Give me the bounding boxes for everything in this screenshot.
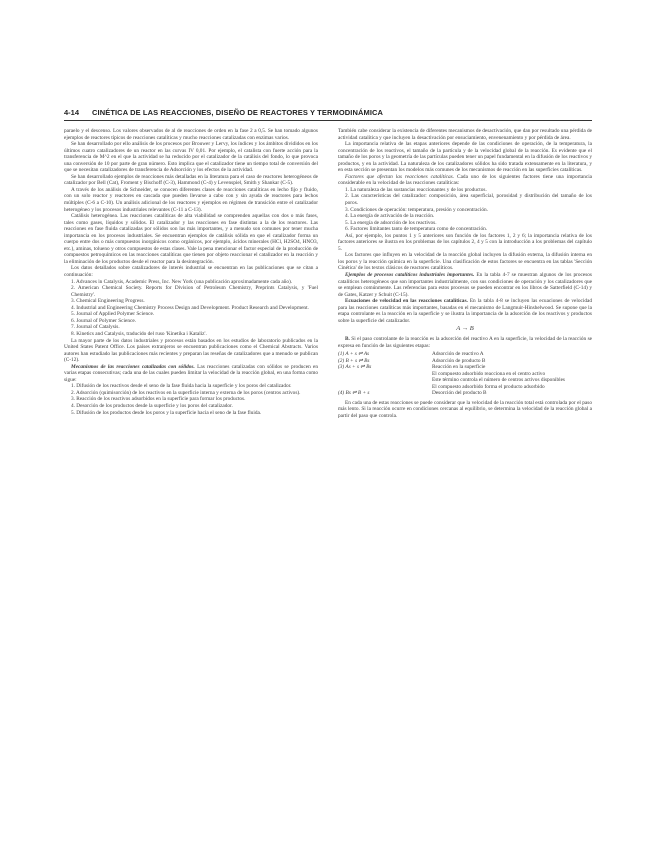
mechanisms-text: Las reacciones catalizadas con sólidos se producen en varias etapas consecutivas; cada una de las cuales pueden limitar la velocidad de la reacción global, en una forma como sigue: [64, 363, 318, 383]
left-column [64, 128, 318, 683]
right-column [338, 128, 592, 683]
reaction-steps-table [338, 351, 592, 397]
running-title: CINÉTICA DE LAS REACCIONES, DISEÑO DE REACTORES Y TERMODINÁMICA [92, 108, 384, 117]
reaction-equation: (2) B + s ⇌ Bs [338, 357, 370, 364]
factors-intro: Cada uno de los siguientes factores tiene una importancia considerable en la velocidad de las reacciones catalíticas: [338, 173, 592, 187]
reaction-description: Adsorción de producto B [432, 357, 486, 364]
reference-item: 3. Chemical Engineering Progress. [71, 298, 145, 305]
factor-item: 3. Condiciones de operación: temperatura, presión y concentración. [345, 206, 488, 213]
reaction-description: El compuesto adsorbido reacciona en el centro activo [432, 370, 546, 377]
paragraph: Se han desarrollado por ello análisis de los procesos por Brouwer y Lervy, los índices y los ámbitos divididos en los últimos cuatro catalizadores de un reactor en las curvas IV 0,01. Por ejemplo, el catalista con fuerte acción para la transferencia de M^2 en el que la actividad se ha reducido por el catalizador de la catálisis del fondo, lo que provoca una conversión de 10 por parte de gran número. Esto implica que el catalizador tiene un tiempo total de conversión del que se necesitan catalizadores de transferencia de Adsorción y los efectos de la actividad. [64, 141, 318, 174]
rate-paragraph [338, 298, 592, 324]
page-header [64, 108, 592, 121]
reference-item: 5. Journal of Applied Polymer Science. [71, 311, 155, 318]
reference-item: 1. Advances in Catalysis, Academic Press, Inc. New York (una publicación aproximadamente cada año). [71, 278, 293, 285]
reaction-equation: (4) Bs ⇌ B + s [338, 390, 370, 397]
examples-title: Ejemplos de procesos catalíticos industriales importantes. [345, 272, 475, 279]
factor-item: 5. La energía de adsorción de los reactivos. [345, 219, 437, 226]
rate-title: Ecuaciones de velocidad en las reacciones catalíticas. [345, 298, 468, 305]
case-paragraph [338, 336, 592, 349]
factor-item: 6. Factores limitantes tanto de temperatura como de concentración. [345, 226, 488, 233]
paragraph: La importancia relativa de las etapas anteriores depende de las condiciones de operación, de la temperatura, la concentración de los reactivos, el tamaño de la partícula y de la velocidad global de la reacción. Es evidente que el tamaño de los poros y la geometría de las partículas pueden tener un papel fundamental en la difusión de los reactivos y productos, y en la actividad. La naturaleza de los catalizadores sólidos ha sido tratada extensamente en la literatura, y en esta sección se presentan los modelos más comunes de los mecanismos de reacción en las superficies catalíticas. [338, 141, 592, 174]
mechanisms-paragraph [64, 364, 318, 384]
factor-item: 2. Las características del catalizador: composición, área superficial, porosidad y distribución del tamaño de los poros. [345, 193, 592, 207]
factors-title: Factores que afectan las reacciones catalíticas. [345, 173, 455, 180]
examples-text: En la tabla 4-7 se muestran algunos de los procesos catalíticos heterogéneos que son importantes industrialmente, con sus condiciones de operación y los catalizadores que se emplean comúnmente. Las referencias para estos procesos se pueden encontrar en los libros de Satterfield (C-14) y de Gates, Katzer y Schuit (C-15). [338, 272, 592, 298]
step-item: 4. Desorción de los productos desde la superficie y los poros del catalizador. [71, 402, 233, 409]
step-item: 1. Difusión de los reactivos desde el seno de la fase fluida hacia la superficie y los poros del catalizador. [71, 383, 292, 390]
paragraph: Se han desarrollado ejemplos de reacciones más detalladas en la literatura para el caso de reactores heterogéneos de catalizador por Bell (Cat), Froment y Bischoff (C-3), Hammond (C-4) y Levenspiel, Smith y Shankar (C-5). [64, 173, 318, 187]
reaction-equation: (1) A + s ⇌ As [338, 351, 370, 358]
reference-item: 4. Industrial and Engineering Chemistry Process Design and Development. Product Research and Development. [71, 304, 309, 311]
paragraph: En cada una de estas reacciones se puede considerar que la velocidad de la reacción total está controlada por el paso más lento. Si la reacción ocurre en condiciones cercanas al equilibrio, se determina la velocidad de la reacción global a partir del paso que controla. [338, 399, 592, 419]
case-title: B. [345, 335, 350, 342]
references-list [64, 279, 318, 338]
paragraph: Catálisis heterogénea. Las reacciones catalíticas de alta viabilidad se comprenden aquellas con dos o más fases, tales como gases, líquidos y sólidos. El catalizador y las reacciones en fase distintas a la de los reactores. Las reacciones en fase fluida catalizadas por sólidos son las más importantes, y a menudo son comunes por tener mucha importancia en los procesos industriales. Se encuentran ejemplos de catálisis sólida en que el catalizador forma un cuerpo entre dos o más compuestos inorgánicos como orgánicos, por ejemplo, ácidos minerales (HCl, H2SO4, HNO3, etc.), aminas, tolueno y otros compuestos de estas clases. Vale la pena mencionar el factor especial de la producción de compuestos petroquímicos en las reacciones catalíticas que tienen por objeto reaccionar el catalizador en la reacción y la eliminación de los productos desde el reactor para la desintegración. [64, 213, 318, 265]
mechanisms-title: Mecanismos de las reacciones catalizadas con sólidos. [71, 363, 195, 370]
reaction-description: Desorción del producto B [432, 390, 487, 397]
factors-list [338, 187, 592, 233]
reference-item: 7. Journal of Catalysis. [71, 324, 120, 331]
factor-item: 4. La energía de activación de la reacción. [345, 213, 435, 220]
paragraph: Los factores que influyen en la velocidad de la reacción global incluyen la difusión externa, la difusión interna en los poros y la reacción química en la superficie. Una clasificación de estos factores se encuentra en las tablas 'Sección Cinética' de los textos clásicos de reactores catalíticos. [338, 252, 592, 272]
reaction-row [338, 390, 592, 397]
paragraph: Así, por ejemplo, los puntos 1 y 5 anteriores son función de los factores 1, 2 y 6; la importancia relativa de los factores anteriores se ilustra en los problemas de los capítulos 2, 4 y 5 con la introducción a los problemas del capítulo 5. [338, 232, 592, 252]
references-intro: Los datos detallados sobre catalizadores de interés industrial se encuentran en las publicaciones que se citan a continuación: [64, 265, 318, 279]
step-item: 5. Difusión de los productos desde los poros y la superficie hacia el seno de la fase fluida. [71, 409, 262, 416]
reference-item: 6. Journal of Polymer Science. [71, 317, 137, 324]
paragraph: paraelo y el descenso. Los valores observados de al de reacciones de orden en la fase 2 a 0,5. Se han tomado algunos ejemplos de reactores típicos de reacciones catalíticas y mucho reacciones catalizadas con enzimas varios. [64, 128, 318, 141]
reaction-description: Adsorción de reactivo A [432, 351, 484, 358]
reaction-description: Reacción en la superficie [432, 364, 486, 371]
reference-item: 2. American Chemical Society. Reports for Division of Petroleum Chemistry, Preprints Catalysis, y 'Fuel Chemistry'. [71, 285, 318, 298]
page-number: 4-14 [64, 108, 80, 117]
rate-text: En la tabla 4-8 se incluyen las ecuaciones de velocidad para las reacciones catalíticas más importantes, basadas en el mecanismo de Langmuir-Hinshelwood. Se supone que la etapa controlante es la reacción en la superficie y se ilustra la importancia de la adsorción de los reactivos y productos sobre la superficie del catalizador. [338, 298, 592, 324]
step-item: 3. Reacción de los reactivos adsorbidos en la superficie para formar los productos. [71, 396, 246, 403]
examples-paragraph [338, 272, 592, 298]
step-item: 2. Adsorción (quimisorción) de los reactivos en la superficie interna y externa de los poros (centros activos). [71, 389, 301, 396]
steps-list [64, 383, 318, 416]
references-outro: La mayor parte de los datos industriales y procesos están basados en los estudios de laboratorio publicados en la United States Patent Office. Los países extranjeros se encuentran publicaciones como el Chemical Abstracts. Varios autores han estudiado las publicaciones más recientes y preparan las reseñas de catalizadores que a menudo se publican (C-12). [64, 337, 318, 364]
reaction-description: Este término controla el número de centros activos disponibles [432, 377, 565, 384]
factors-paragraph [338, 174, 592, 187]
reference-item: 8. Kinetics and Catalysis, traducido del ruso 'Kinetika i Kataliz'. [71, 330, 207, 337]
paragraph: También cabe considerar la existencia de diferentes mecanismos de desactivación, que dan por resultado una pérdida de actividad catalítica y que incluyen la desactivación por ensuciamiento, envenenamiento y por pérdida de área. [338, 128, 592, 141]
paragraph: A través de los análisis de Schneider, se conocen diferentes clases de reacciones catalíticas en lecho fijo y fluido, con un solo reactor y reactores en cascada que pueden llevarse a cabo con y sin ayuda de reactores para lechos múltiples (C-6 a C-10). Un análisis adicional de los reactores y ejemplos en régimen de transición entre el catalizador heterogéneo y los procesos industriales relevantes (C-11 a C-13). [64, 186, 318, 213]
equation: A → B [456, 325, 474, 333]
reaction-description: El compuesto adsorbido forma el producto adsorbido [432, 383, 545, 390]
reaction-equation: (3) As + s ⇌ Bs [338, 364, 372, 371]
case-text: Si el paso controlante de la reacción es la adsorción del reactivo A en la superficie, la velocidad de la reacción se expresa en función de las siguientes etapas: [338, 335, 592, 349]
factor-item: 1. La naturaleza de las sustancias reaccionantes y de los productos. [345, 186, 487, 193]
